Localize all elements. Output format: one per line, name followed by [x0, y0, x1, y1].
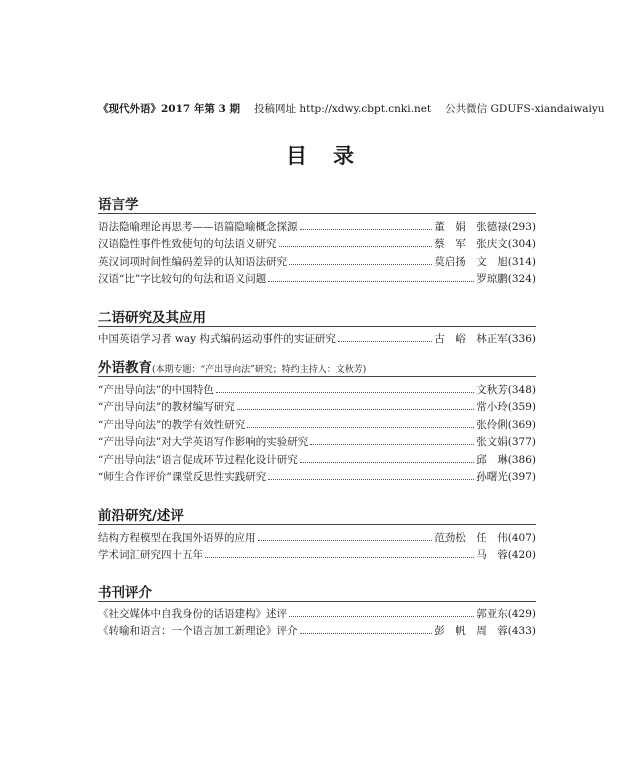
- entry-title: 英汉词项时间性编码差异的认知语法研究: [98, 255, 287, 268]
- toc-entry[interactable]: [98, 606, 536, 623]
- entry-title: 《转喻和语言：一个语言加工新理论》评介: [98, 625, 298, 638]
- dot-leader: [338, 340, 432, 342]
- entry-authors: 董 娟 张德禄: [434, 221, 508, 233]
- entry-page: (397): [507, 470, 536, 483]
- toc-entry[interactable]: [98, 236, 536, 253]
- entry-title: “产出导向法”的中国特色: [98, 384, 214, 396]
- entry-authors: 邱 琳: [476, 453, 508, 466]
- entry-authors: 罗琼鹏: [476, 273, 508, 286]
- entry-page: (304): [507, 238, 536, 251]
- journal-issue: 《现代外语》2017 年第 3 期: [98, 103, 240, 115]
- toc-entry[interactable]: [98, 434, 536, 451]
- toc-entry[interactable]: [98, 399, 536, 416]
- section-entries-reviews: [98, 606, 536, 641]
- dot-leader: [300, 461, 475, 463]
- toc-entry[interactable]: [98, 254, 536, 271]
- entry-authors: 莫启扬 文 旭: [434, 255, 508, 268]
- entry-authors: 孙曙光: [476, 470, 508, 483]
- entry-authors: 古 峪 林正军: [434, 333, 508, 345]
- entry-title: 语法隐喻理论再思考——语篇隐喻概念探源: [98, 221, 298, 233]
- entry-authors: 马 蓉: [476, 549, 508, 562]
- entry-page: (293): [507, 221, 536, 233]
- submission-url[interactable]: 投稿网址 http://xdwy.cbpt.cnki.net: [254, 103, 432, 115]
- entry-title: 中国英语学习者 way 构式编码运动事件的实证研究: [98, 333, 336, 345]
- toc-entry[interactable]: [98, 547, 536, 564]
- section-heading-text: 书刊评介: [98, 585, 152, 601]
- section-heading-education: [98, 356, 366, 376]
- entry-title: “产出导向法”的教材编写研究: [98, 401, 235, 414]
- section-divider: [98, 326, 536, 327]
- toc-entry[interactable]: [98, 530, 536, 547]
- dot-leader: [258, 539, 433, 541]
- dot-leader: [289, 615, 474, 617]
- entry-authors: 张伶俐: [476, 418, 508, 431]
- entry-title: “产出导向法”语言促成环节过程化设计研究: [98, 453, 298, 466]
- entry-page: (377): [507, 436, 536, 449]
- entry-authors: 蔡 军 张庆文: [434, 238, 508, 251]
- dot-leader: [237, 408, 475, 410]
- toc-entry[interactable]: [98, 417, 536, 434]
- wechat-account: 公共微信 GDUFS-xiandaiwaiyu: [445, 103, 605, 115]
- entry-title: 结构方程模型在我国外语界的应用: [98, 532, 256, 544]
- entry-authors: 常小玲: [476, 401, 508, 414]
- page-title: 目录: [286, 144, 380, 168]
- dot-leader: [300, 632, 433, 634]
- toc-entry[interactable]: [98, 331, 536, 348]
- dot-leader: [268, 280, 474, 282]
- section-divider: [98, 524, 536, 525]
- section-heading-text: 外语教育: [98, 360, 152, 376]
- section-note: (本期专题：“产出导向法”研究；特约主持人：文秋芳): [152, 365, 367, 375]
- entry-title: “师生合作评价”课堂反思性实践研究: [98, 470, 267, 483]
- section-entries-frontier: [98, 530, 536, 565]
- entry-title: “产出导向法”对大学英语写作影响的实验研究: [98, 436, 309, 449]
- entry-title: 汉语隐性事件性致使句的句法语义研究: [98, 238, 277, 251]
- section-heading-linguistics: [98, 193, 139, 213]
- dot-leader: [310, 443, 474, 445]
- entry-title: “产出导向法”的教学有效性研究: [98, 418, 246, 431]
- entry-page: (324): [507, 273, 536, 286]
- dot-leader: [289, 263, 432, 265]
- toc-entry[interactable]: [98, 452, 536, 469]
- entry-authors: 张文娟: [476, 436, 508, 449]
- section-heading-text: 前沿研究/述评: [98, 508, 184, 524]
- entry-page: (314): [507, 255, 536, 268]
- toc-entry[interactable]: [98, 469, 536, 486]
- entry-page: (420): [507, 549, 536, 562]
- entry-authors: 范劲松 任 伟: [434, 532, 508, 544]
- entry-page: (386): [507, 453, 536, 466]
- dot-leader: [216, 391, 475, 393]
- entry-page: (429): [507, 608, 536, 620]
- section-heading-frontier: [98, 504, 184, 524]
- dot-leader: [300, 228, 433, 230]
- entry-page: (348): [507, 384, 536, 396]
- entry-title: 《社交媒体中自我身份的话语建构》述评: [98, 608, 287, 620]
- section-divider: [98, 376, 536, 377]
- entry-authors: 郭亚东: [476, 608, 508, 620]
- entry-page: (433): [507, 625, 536, 638]
- section-entries-sla: [98, 331, 536, 348]
- journal-header: [98, 101, 605, 115]
- entry-page: (336): [507, 333, 536, 345]
- entry-page: (359): [507, 401, 536, 414]
- section-heading-sla: [98, 306, 206, 326]
- entry-authors: 文秋芳: [476, 384, 508, 396]
- section-heading-reviews: [98, 581, 152, 601]
- section-heading-text: 语言学: [98, 197, 139, 213]
- toc-entry[interactable]: [98, 382, 536, 399]
- entry-authors: 彭 帆 周 蓉: [434, 625, 508, 638]
- section-entries-education: [98, 382, 536, 486]
- dot-leader: [279, 245, 433, 247]
- toc-entry[interactable]: [98, 219, 536, 236]
- section-heading-text: 二语研究及其应用: [98, 310, 206, 326]
- toc-entry[interactable]: [98, 623, 536, 640]
- dot-leader: [205, 556, 474, 558]
- entry-page: (369): [507, 418, 536, 431]
- section-divider: [98, 213, 536, 214]
- entry-title: 学术词汇研究四十五年: [98, 549, 203, 562]
- entry-title: 汉语“比”字比较句的句法和语义问题: [98, 273, 267, 286]
- section-entries-linguistics: [98, 219, 536, 289]
- dot-leader: [247, 426, 474, 428]
- toc-entry[interactable]: [98, 271, 536, 288]
- entry-page: (407): [507, 532, 536, 544]
- dot-leader: [268, 478, 474, 480]
- section-divider: [98, 601, 536, 602]
